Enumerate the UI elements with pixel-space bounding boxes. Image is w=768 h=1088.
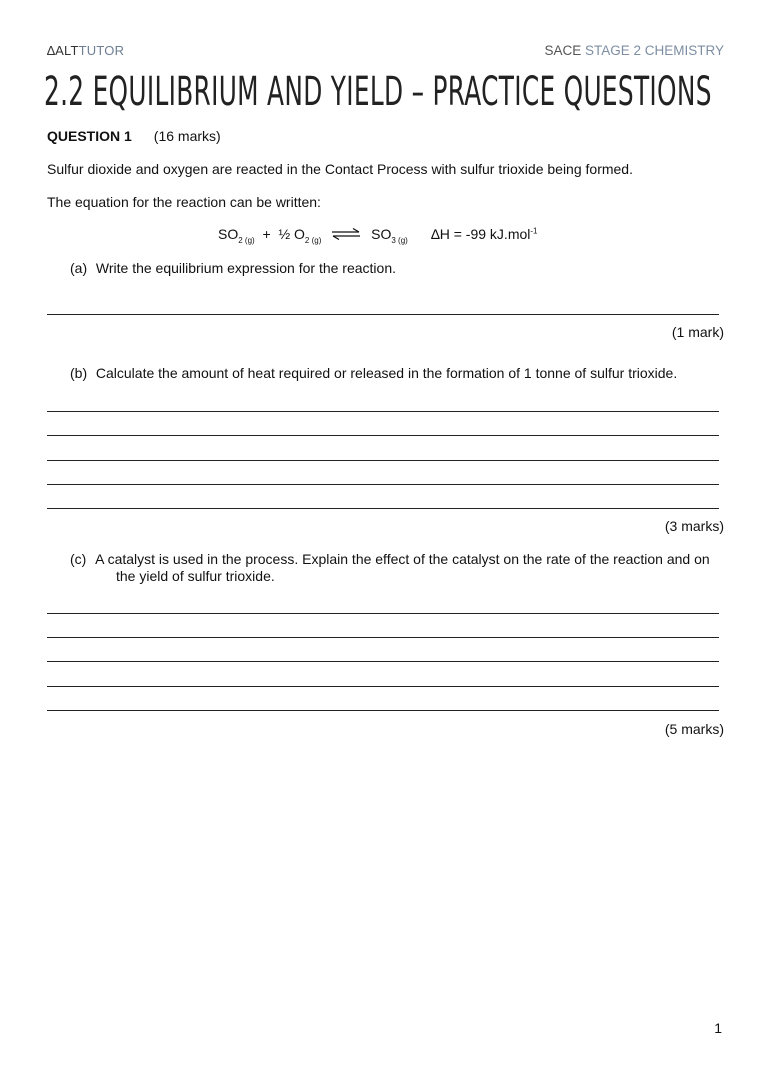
course-rest: STAGE 2 CHEMISTRY — [584, 43, 724, 58]
answer-line[interactable] — [47, 411, 719, 412]
part-a-text: Write the equilibrium expression for the reaction. — [95, 260, 396, 276]
course-label — [544, 43, 724, 58]
part-c-marks: (5 marks) — [664, 721, 724, 737]
reactant-1-sub: 2 (g) — [238, 235, 255, 245]
answer-line[interactable] — [47, 710, 719, 711]
reactant-2-sub: 2 (g) — [304, 235, 322, 245]
answer-line[interactable] — [47, 613, 719, 614]
part-c-text-2: the yield of sulfur trioxide. — [116, 568, 275, 584]
part-c-text-1: A catalyst is used in the process. Explain the effect of the catalyst on the rate of the reaction and on — [95, 551, 710, 567]
part-a-marks: (1 mark) — [671, 324, 724, 340]
triangle-icon: ∆ — [47, 43, 56, 58]
answer-line[interactable] — [47, 314, 719, 315]
question-label: QUESTION 1 — [47, 128, 132, 144]
part-b — [70, 365, 677, 381]
part-c-label: (c) — [70, 551, 87, 567]
reactant-1: SO — [218, 226, 239, 242]
answer-line[interactable] — [47, 637, 719, 638]
product-1-sub: 3 (g) — [391, 235, 408, 245]
plus-sign: + — [262, 226, 271, 242]
page-number: 1 — [714, 1020, 722, 1036]
brand-logo — [47, 43, 124, 58]
question-intro: Sulfur dioxide and oxygen are reacted in the Contact Process with sulfur trioxide being formed. — [47, 161, 633, 177]
part-a-label: (a) — [70, 260, 88, 276]
answer-line[interactable] — [47, 508, 719, 509]
enthalpy-unit-sup: -1 — [530, 226, 538, 236]
part-b-text: Calculate the amount of heat required or released in the formation of 1 tonne of sulfur trioxide. — [95, 365, 678, 381]
equation-intro: The equation for the reaction can be written: — [47, 194, 321, 210]
question-heading — [47, 128, 221, 144]
reactant-2: ½ O — [278, 226, 305, 242]
product-1: SO — [371, 226, 392, 242]
answer-line[interactable] — [47, 686, 719, 687]
answer-line[interactable] — [47, 460, 719, 461]
page-title: 2.2 EQUILIBRIUM AND YIELD – PRACTICE QUESTIONS — [44, 69, 712, 115]
part-a — [70, 260, 396, 276]
answer-line[interactable] — [47, 435, 719, 436]
brand-tutor: TUTOR — [78, 43, 125, 58]
part-b-label: (b) — [70, 365, 88, 381]
answer-line[interactable] — [47, 661, 719, 662]
part-b-marks: (3 marks) — [664, 518, 724, 534]
brand-alt: ALT — [55, 43, 79, 58]
reaction-equation — [218, 226, 538, 245]
question-marks: (16 marks) — [153, 128, 221, 144]
answer-line[interactable] — [47, 484, 719, 485]
equilibrium-arrow-icon — [331, 227, 361, 243]
course-prefix: SACE — [544, 43, 582, 58]
part-c — [70, 551, 710, 567]
enthalpy-change: ∆H = -99 kJ.mol — [431, 226, 531, 242]
